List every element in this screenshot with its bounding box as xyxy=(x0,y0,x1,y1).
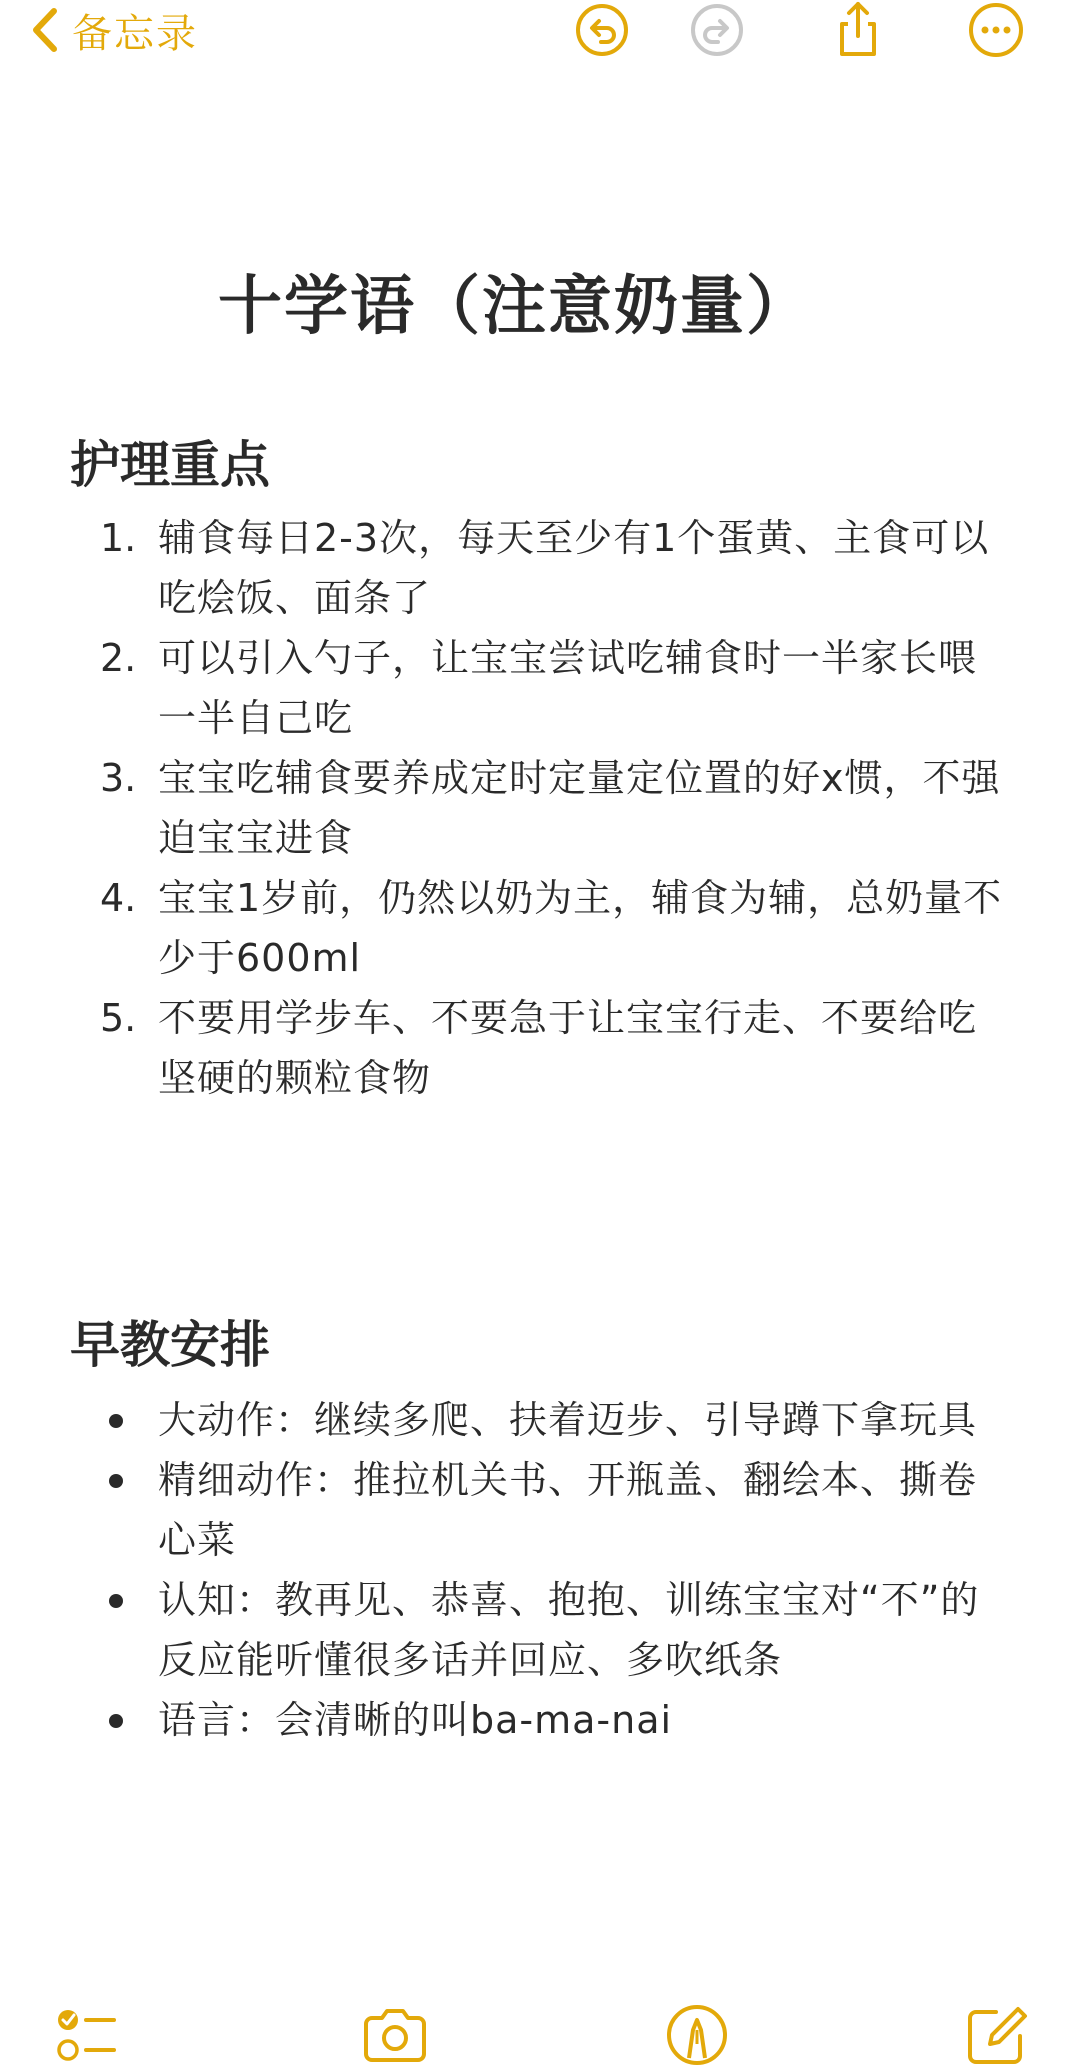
list-item-text: 精细动作：推拉机关书、开瓶盖、翻绘本、撕卷心菜 xyxy=(158,1458,978,1562)
redo-icon xyxy=(687,0,747,60)
early-education-bullet-list xyxy=(0,1390,1080,1750)
section-heading-early-education[interactable]: 早教安排 xyxy=(70,1316,270,1374)
compose-button[interactable] xyxy=(962,2000,1032,2070)
back-button[interactable] xyxy=(30,0,198,60)
list-item-text: 辅食每日2-3次，每天至少有1个蛋黄、主食可以吃烩饭、面条了 xyxy=(158,516,990,620)
note-title[interactable]: 十学语（注意奶量） xyxy=(218,270,812,344)
chevron-left-icon xyxy=(30,5,60,55)
list-item[interactable] xyxy=(0,988,1080,1108)
list-item-text: 语言：会清晰的叫ba-ma-nai xyxy=(158,1698,673,1742)
list-item[interactable] xyxy=(0,1390,1080,1450)
list-item[interactable] xyxy=(0,868,1080,988)
list-item[interactable] xyxy=(0,1570,1080,1690)
list-item-text: 宝宝1岁前，仍然以奶为主，辅食为辅，总奶量不少于600ml xyxy=(158,876,1003,980)
bottom-toolbar xyxy=(0,1990,1080,2070)
list-number: 1. xyxy=(100,516,137,560)
more-button[interactable] xyxy=(966,0,1026,60)
undo-icon xyxy=(572,0,632,60)
back-label: 备忘录 xyxy=(72,10,198,57)
list-item[interactable] xyxy=(0,628,1080,748)
more-icon xyxy=(966,0,1026,60)
list-number: 5. xyxy=(100,996,137,1040)
list-item-text: 宝宝吃辅食要养成定时定量定位置的好x惯，不强迫宝宝进食 xyxy=(158,756,1001,860)
markup-button[interactable] xyxy=(662,2000,732,2070)
top-navigation-bar xyxy=(0,0,1080,70)
checklist-icon xyxy=(52,2000,122,2070)
redo-button[interactable] xyxy=(687,0,747,60)
list-item-text: 认知：教再见、恭喜、抱抱、训练宝宝对“不”的反应能听懂很多话并回应、多吹纸条 xyxy=(158,1578,980,1682)
list-item[interactable] xyxy=(0,748,1080,868)
list-item-text: 可以引入勺子，让宝宝尝试吃辅食时一半家长喂一半自己吃 xyxy=(158,636,978,740)
checklist-button[interactable] xyxy=(52,2000,122,2070)
bullet-dot-icon xyxy=(109,1474,123,1488)
section-heading-care[interactable]: 护理重点 xyxy=(70,436,270,494)
list-number: 4. xyxy=(100,876,137,920)
undo-button[interactable] xyxy=(572,0,632,60)
compose-icon xyxy=(962,2000,1032,2070)
list-item[interactable] xyxy=(0,1450,1080,1570)
list-item-text: 不要用学步车、不要急于让宝宝行走、不要给吃坚硬的颗粒食物 xyxy=(158,996,978,1100)
camera-button[interactable] xyxy=(360,2000,430,2070)
care-numbered-list xyxy=(0,508,1080,1108)
bullet-dot-icon xyxy=(109,1414,123,1428)
share-icon xyxy=(828,0,888,60)
list-number: 2. xyxy=(100,636,137,680)
list-item-text: 大动作：继续多爬、扶着迈步、引导蹲下拿玩具 xyxy=(158,1398,978,1442)
list-number: 3. xyxy=(100,756,137,800)
share-button[interactable] xyxy=(828,0,888,60)
markup-pen-icon xyxy=(662,2000,732,2070)
list-item[interactable] xyxy=(0,508,1080,628)
camera-icon xyxy=(360,2000,430,2070)
list-item[interactable] xyxy=(0,1690,1080,1750)
bullet-dot-icon xyxy=(109,1594,123,1608)
bullet-dot-icon xyxy=(109,1714,123,1728)
